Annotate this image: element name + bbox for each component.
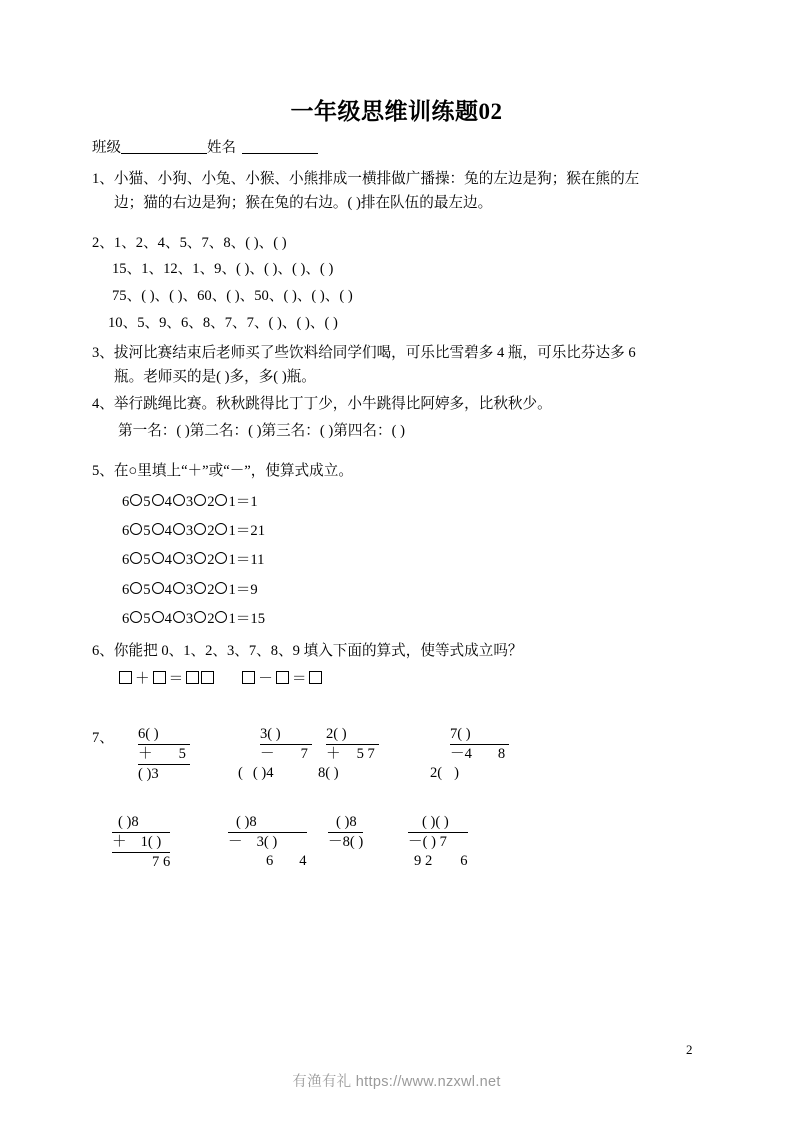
operator: － bbox=[228, 834, 243, 850]
result-bottom: 7 6 bbox=[112, 852, 170, 872]
operator: －4 bbox=[450, 746, 472, 762]
digit: 4 bbox=[164, 523, 172, 539]
operand: ( ) 7 bbox=[422, 834, 447, 850]
operand-top: ( )8 bbox=[336, 814, 357, 830]
question-4-line-2: 第一名：( )第二名：( )第三名：( )第四名：( ) bbox=[118, 423, 405, 439]
operand-top: 3( ) bbox=[260, 726, 281, 742]
operand: 3( ) bbox=[256, 834, 278, 850]
answer-box[interactable] bbox=[186, 671, 199, 684]
operand: 5 7 bbox=[356, 746, 375, 762]
digit: 6 bbox=[122, 494, 130, 510]
question-2-line-3: 75、( )、( )、60、( )、50、( )、( )、( ) bbox=[112, 288, 353, 304]
answer-box[interactable] bbox=[119, 671, 132, 684]
equation-result: 11 bbox=[250, 552, 265, 568]
digit: 5 bbox=[143, 611, 151, 627]
operator-circle[interactable] bbox=[215, 523, 227, 535]
question-7-row1-col2 bbox=[238, 725, 312, 783]
operator-circle[interactable] bbox=[173, 582, 185, 594]
operator: ＋ bbox=[326, 746, 341, 762]
digit: 3 bbox=[185, 611, 194, 627]
digit: 2 bbox=[207, 611, 215, 627]
operand-top: ( )( ) bbox=[422, 814, 449, 830]
digit: 4 bbox=[164, 611, 172, 627]
page-title: 一年级思维训练题02 bbox=[290, 99, 503, 124]
question-7-row2-col1 bbox=[112, 813, 170, 872]
result-suffix: 6 bbox=[460, 853, 468, 869]
question-3 bbox=[92, 342, 717, 389]
page-number: 2 bbox=[686, 1042, 693, 1057]
q6-expr2-equals: ＝ bbox=[291, 671, 307, 687]
q6-expr2-operator: － bbox=[258, 671, 273, 687]
operator-circle[interactable] bbox=[215, 611, 227, 623]
digit: 1 bbox=[228, 494, 236, 510]
question-5-equation-2: 6 5 4 3 2 1＝21 bbox=[122, 523, 265, 539]
question-2-line-1: 2、1、2、4、5、7、8、( )、( ) bbox=[92, 235, 287, 251]
result-bottom bbox=[238, 764, 312, 783]
question-7-row2-col3 bbox=[328, 813, 363, 871]
name-label: 姓名 bbox=[207, 140, 236, 156]
question-7-label: 7、 bbox=[92, 730, 114, 746]
question-5-equation-5: 6 5 4 3 2 1＝15 bbox=[122, 611, 265, 627]
question-7-row1-col1 bbox=[138, 725, 190, 784]
question-1-line-2: 边；猫的右边是狗；猴在兔的右边。( )排在队伍的最左边。 bbox=[114, 194, 493, 211]
result-bottom bbox=[328, 852, 363, 871]
answer-box[interactable] bbox=[276, 671, 289, 684]
digit: 1 bbox=[228, 552, 236, 568]
equation-result: 1 bbox=[250, 494, 258, 510]
operand-top: 7( ) bbox=[450, 726, 471, 742]
operator-circle[interactable] bbox=[152, 611, 164, 623]
digit: 3 bbox=[185, 494, 194, 510]
operand: 1( ) bbox=[140, 834, 162, 850]
operand-mid bbox=[326, 744, 379, 764]
question-3-line-2: 瓶。老师买的是( )多，多( )瓶。 bbox=[114, 368, 316, 385]
digit: 4 bbox=[164, 582, 172, 598]
operand-mid bbox=[112, 832, 170, 852]
question-5-equation-1: 6 5 4 3 2 1＝1 bbox=[122, 494, 258, 510]
operator-circle[interactable] bbox=[152, 582, 164, 594]
digit: 6 bbox=[122, 611, 130, 627]
class-blank-field[interactable] bbox=[121, 139, 207, 154]
result-bottom: ( )3 bbox=[138, 764, 190, 784]
result-value: 9 2 bbox=[414, 853, 433, 869]
operator-circle[interactable] bbox=[173, 552, 185, 564]
operator-circle[interactable] bbox=[194, 523, 206, 535]
operator-circle[interactable] bbox=[194, 582, 206, 594]
operand: 8 bbox=[497, 746, 506, 762]
answer-box[interactable] bbox=[242, 671, 255, 684]
operand: 5 bbox=[178, 746, 186, 762]
operator: ＋ bbox=[138, 746, 153, 762]
digit: 5 bbox=[143, 552, 151, 568]
operator: ＋ bbox=[112, 834, 127, 850]
equation-result: 15 bbox=[250, 611, 265, 627]
operand-top: ( )8 bbox=[118, 814, 139, 830]
equation-result: 9 bbox=[250, 582, 258, 598]
operator-circle[interactable] bbox=[173, 611, 185, 623]
operand: 7 bbox=[300, 746, 308, 762]
question-6-prompt: 6、你能把 0、1、2、3、7、8、9 填入下面的算式，使等式成立吗？ bbox=[92, 643, 523, 659]
digit: 5 bbox=[143, 582, 151, 598]
digit: 3 bbox=[185, 582, 194, 598]
digit: 1 bbox=[228, 582, 236, 598]
digit: 6 bbox=[122, 523, 130, 539]
operand-top: ( )8 bbox=[236, 814, 257, 830]
digit: 2 bbox=[207, 552, 215, 568]
operand: ( ) bbox=[349, 834, 364, 850]
footer-watermark: 有渔有礼 https://www.nzxwl.net bbox=[292, 1074, 501, 1090]
result-bottom bbox=[430, 764, 509, 783]
digit: 2 bbox=[207, 523, 215, 539]
question-7-row1-col4 bbox=[430, 725, 509, 783]
digit: 1 bbox=[228, 523, 236, 539]
operator: － bbox=[260, 746, 275, 762]
operator-circle[interactable] bbox=[130, 582, 142, 594]
question-7-row2-col2 bbox=[228, 813, 307, 871]
operator-circle[interactable] bbox=[194, 494, 206, 506]
operand-mid bbox=[138, 744, 190, 764]
question-2-line-4: 10、5、9、6、8、7、7、( )、( )、( ) bbox=[108, 315, 338, 331]
operand-mid bbox=[328, 832, 363, 852]
result-value: 6 bbox=[266, 853, 274, 869]
question-6-expressions bbox=[118, 668, 323, 691]
result-value: ( )4 bbox=[252, 765, 274, 781]
operator-circle[interactable] bbox=[215, 582, 227, 594]
question-4-line-1: 4、举行跳绳比赛。秋秋跳得比丁丁少，小牛跳得比阿婷多，比秋秋少。 bbox=[92, 396, 552, 412]
result-value: ( ) bbox=[325, 765, 339, 781]
name-blank-field[interactable] bbox=[242, 139, 318, 154]
digit: 1 bbox=[228, 611, 236, 627]
operator-circle[interactable] bbox=[152, 552, 164, 564]
operand-mid bbox=[408, 832, 468, 852]
operator-circle[interactable] bbox=[194, 611, 206, 623]
operand-mid bbox=[228, 832, 307, 852]
question-7-row2-col4 bbox=[408, 813, 468, 871]
question-3-line-1: 3、拔河比赛结束后老师买了些饮料给同学们喝，可乐比雪碧多 4 瓶，可乐比芬达多 6 bbox=[92, 345, 636, 361]
operator-circle[interactable] bbox=[152, 523, 164, 535]
operator-circle[interactable] bbox=[130, 523, 142, 535]
answer-box[interactable] bbox=[153, 671, 166, 684]
operator-circle[interactable] bbox=[173, 523, 185, 535]
result-prefix: 8 bbox=[318, 765, 326, 781]
result-value: ) bbox=[454, 765, 460, 781]
question-5-equation-3: 6 5 4 3 2 1＝11 bbox=[122, 552, 265, 568]
result-prefix: ( bbox=[238, 765, 243, 781]
operator-circle[interactable] bbox=[173, 494, 185, 506]
operator-circle[interactable] bbox=[130, 552, 142, 564]
digit: 2 bbox=[207, 582, 215, 598]
operand-mid bbox=[260, 744, 312, 764]
operator-circle[interactable] bbox=[215, 494, 227, 506]
result-prefix: 2( bbox=[430, 765, 443, 781]
result-bottom bbox=[318, 764, 379, 783]
question-1-line-1: 1、小猫、小狗、小兔、小猴、小熊排成一横排做广播操：兔的左边是狗；猴在熊的左 bbox=[92, 171, 640, 187]
operand-top: 2( ) bbox=[326, 726, 347, 742]
operator-circle[interactable] bbox=[152, 494, 164, 506]
q6-expr1-equals: ＝ bbox=[168, 671, 184, 687]
digit: 3 bbox=[185, 523, 194, 539]
equation-result: 21 bbox=[250, 523, 265, 539]
digit: 5 bbox=[143, 523, 151, 539]
digit: 4 bbox=[164, 494, 172, 510]
digit: 6 bbox=[122, 582, 130, 598]
class-label: 班级 bbox=[92, 140, 121, 156]
digit: 3 bbox=[185, 552, 194, 568]
result-suffix: 4 bbox=[299, 853, 307, 869]
operand-top: 6( ) bbox=[138, 726, 159, 742]
operator-circle[interactable] bbox=[130, 494, 142, 506]
operator: －8 bbox=[328, 834, 350, 850]
digit: 5 bbox=[143, 494, 151, 510]
operator-circle[interactable] bbox=[130, 611, 142, 623]
digit: 2 bbox=[207, 494, 215, 510]
answer-box[interactable] bbox=[309, 671, 322, 684]
question-7-row1-col3 bbox=[318, 725, 379, 783]
digit: 4 bbox=[164, 552, 172, 568]
operator-circle[interactable] bbox=[215, 552, 227, 564]
result-bottom bbox=[408, 852, 468, 871]
student-info-line bbox=[92, 136, 318, 157]
question-1 bbox=[92, 168, 717, 215]
question-5-prompt: 5、在○里填上“＋”或“－”，使算式成立。 bbox=[92, 463, 353, 479]
operand-mid bbox=[450, 744, 509, 764]
result-bottom bbox=[228, 852, 307, 871]
question-2-line-2: 15、1、12、1、9、( )、( )、( )、( ) bbox=[112, 261, 334, 277]
operator: － bbox=[408, 834, 423, 850]
q6-expr1-operator: ＋ bbox=[135, 671, 150, 687]
question-5-equation-4: 6 5 4 3 2 1＝9 bbox=[122, 582, 258, 598]
answer-box[interactable] bbox=[201, 671, 214, 684]
operator-circle[interactable] bbox=[194, 552, 206, 564]
digit: 6 bbox=[122, 552, 130, 568]
